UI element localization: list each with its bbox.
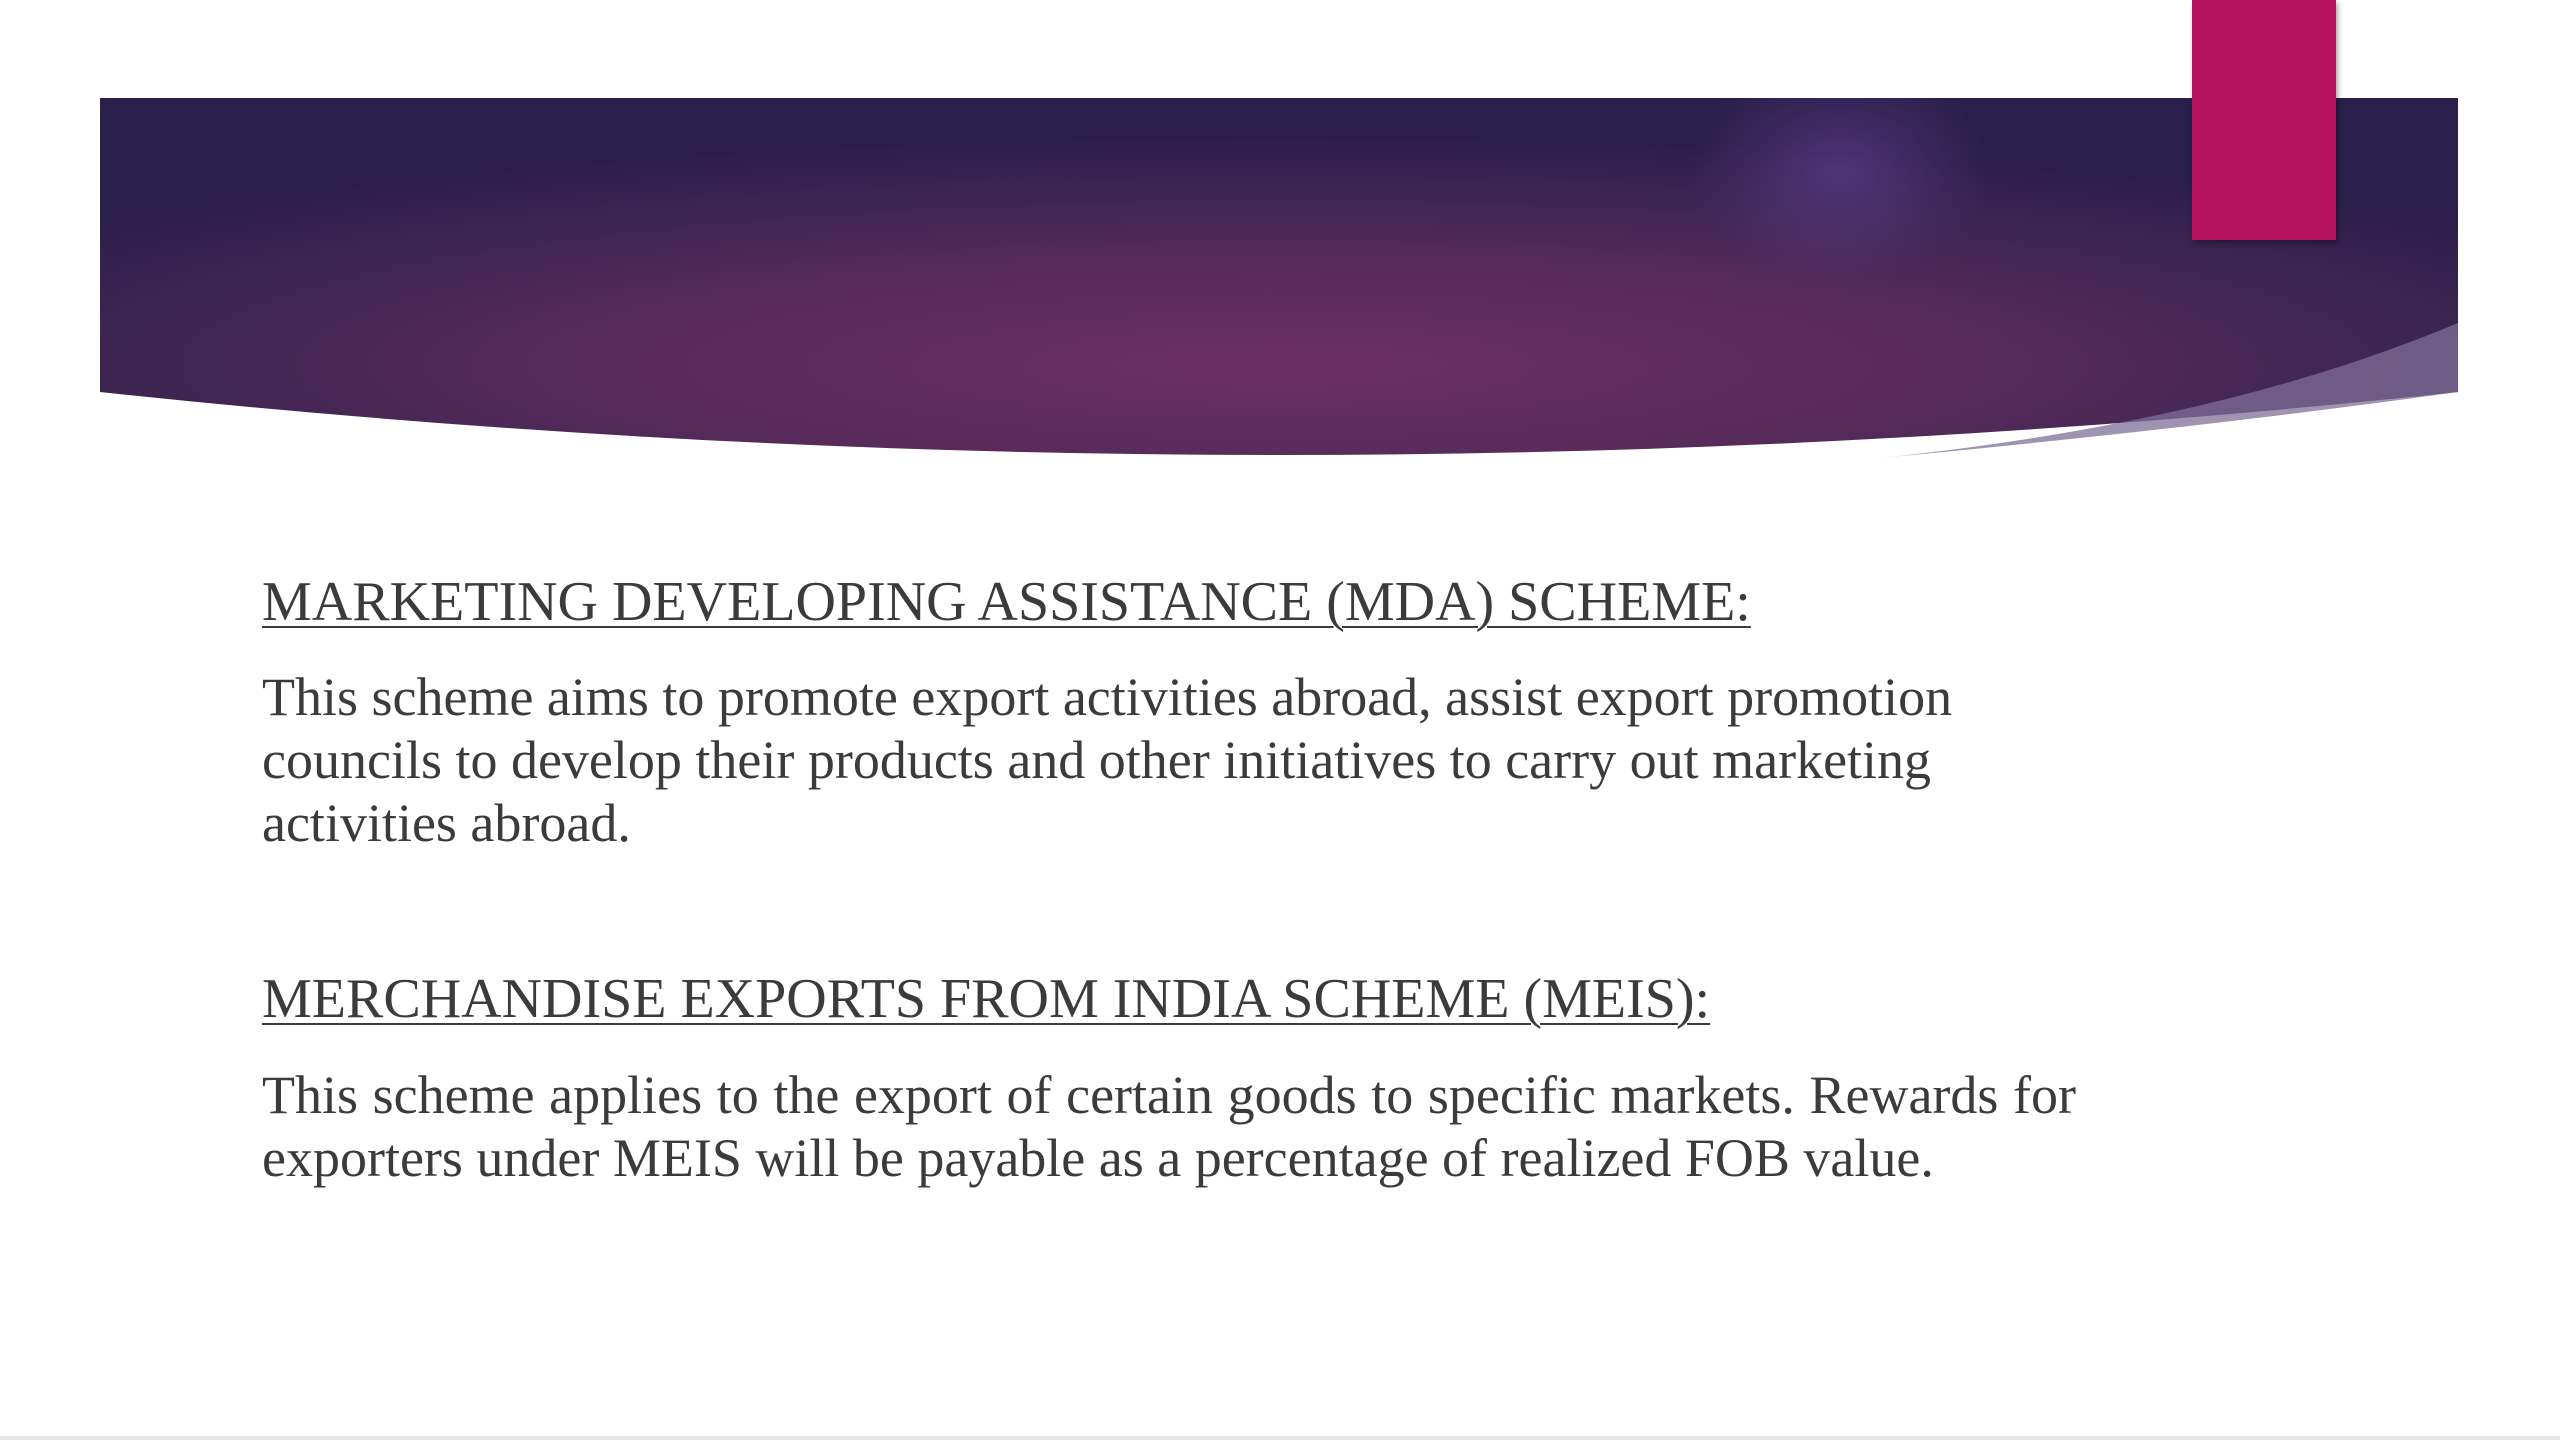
banner-graphic	[100, 98, 2458, 476]
section-mda	[262, 570, 2076, 855]
header-banner	[100, 98, 2458, 476]
section-heading: MARKETING DEVELOPING ASSISTANCE (MDA) SCHEME:	[262, 571, 1751, 633]
section-body: This scheme applies to the export of certain goods to specific markets. Rewards for exporters under MEIS will be payable as a percentage of realized FOB value.	[262, 1064, 2076, 1188]
slide-content	[262, 570, 2076, 1190]
section-body: This scheme aims to promote export activities abroad, assist export promotion councils to develop their products and other initiatives to carry out marketing activities abroad.	[262, 667, 1953, 854]
section-meis	[262, 967, 2076, 1189]
accent-tab	[2192, 0, 2336, 240]
slide-bottom-edge	[0, 1436, 2560, 1440]
section-heading: MERCHANDISE EXPORTS FROM INDIA SCHEME (MEIS):	[262, 968, 1711, 1031]
